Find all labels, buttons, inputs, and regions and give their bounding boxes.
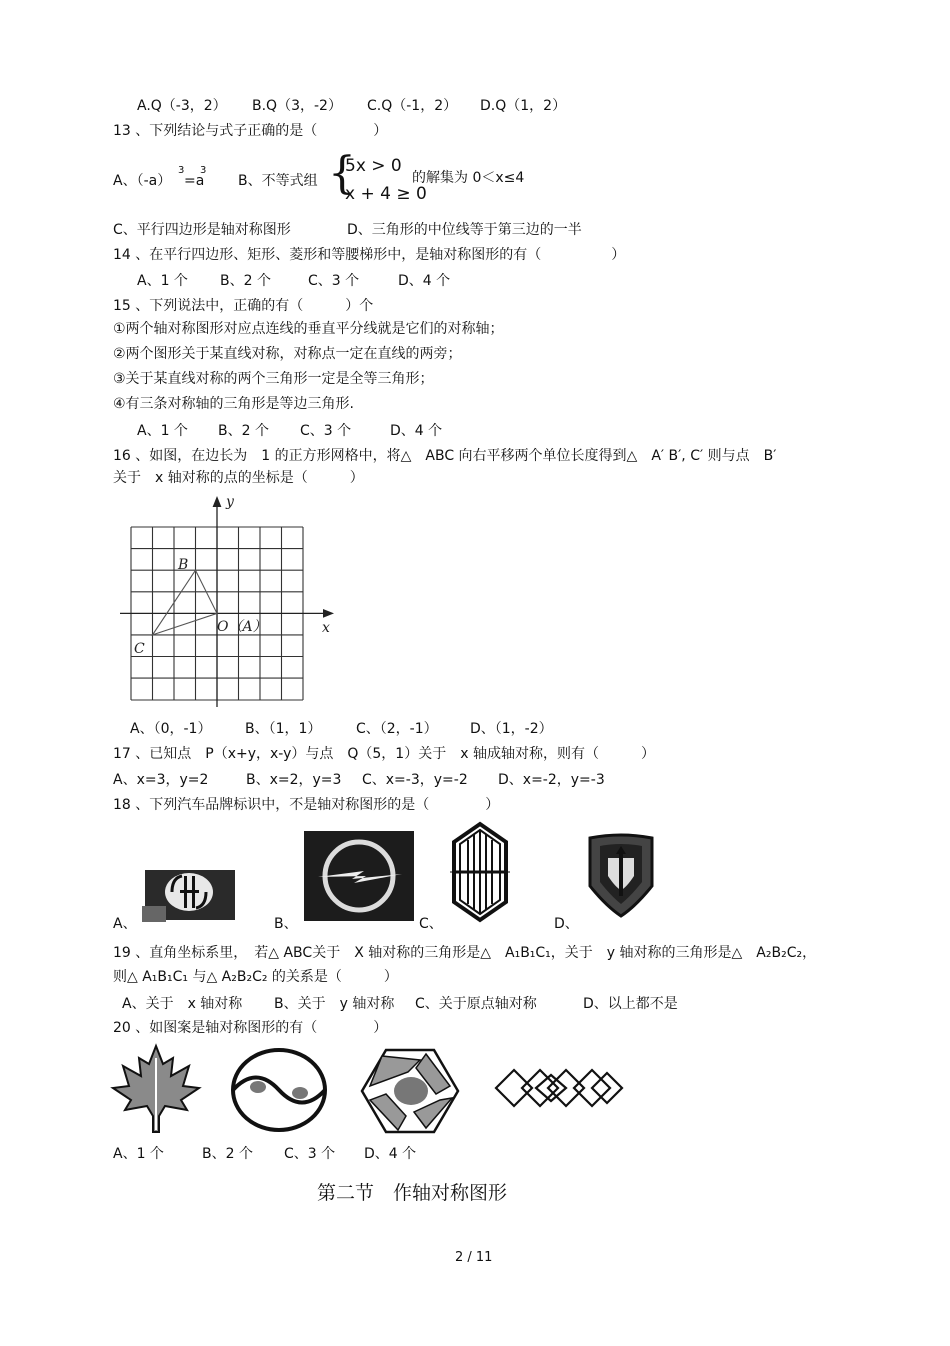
q19-option-d: D、以上都不是 (583, 996, 678, 1012)
q12-option-b: B.Q（3，-2） (252, 98, 342, 114)
q20-option-d: D、4 个 (364, 1146, 417, 1162)
q15-option-d: D、4 个 (390, 423, 443, 439)
q19-option-c: C、关于原点轴对称 (415, 996, 537, 1012)
q17-option-b: B、x=2，y=3 (246, 772, 342, 788)
q12-option-d: D.Q（1，2） (480, 98, 567, 114)
q17-option-c: C、x=-3，y=-2 (362, 772, 468, 788)
car-logo-c (450, 822, 510, 922)
point-c-label: C (134, 641, 145, 657)
q18-label-d: D、 (554, 916, 579, 932)
q14-option-c: C、3 个 (308, 273, 360, 289)
q12-option-a: A.Q（-3，2） (137, 98, 227, 114)
q15-statement-2: ②两个图形关于某直线对称，对称点一定在直线的两旁； (113, 346, 462, 362)
q14-option-d: D、4 个 (398, 273, 451, 289)
q15-statement-1: ①两个轴对称图形对应点连线的垂直平分线就是它们的对称轴； (113, 321, 504, 337)
q16-stem-line-2: 关于 x 轴对称的点的坐标是（ ） (113, 470, 364, 486)
inequality-brace: { (328, 148, 356, 199)
q15-option-a: A、1 个 (137, 423, 188, 439)
y-axis-arrow (213, 496, 222, 507)
q13-option-c: C、平行四边形是轴对称图形 (113, 222, 291, 238)
q18-label-c: C、 (419, 916, 443, 932)
q15-stem: 15 、下列说法中，正确的有（ ）个 (113, 298, 374, 314)
section-heading: 第二节 作轴对称图形 (317, 1182, 508, 1204)
q13-option-a: A、（-a） (113, 173, 172, 189)
car-logo-a (142, 862, 237, 922)
q14-option-b: B、2 个 (220, 273, 271, 289)
q20-option-b: B、2 个 (202, 1146, 253, 1162)
x-axis-arrow (323, 609, 334, 618)
inequality-line-1: 5x > 0 (345, 156, 402, 176)
q18-label-a: A、 (113, 916, 137, 932)
inequality-line-2: x + 4 ≥ 0 (345, 184, 427, 204)
page-number: 2 / 11 (455, 1250, 493, 1265)
q16-option-b: B、（1，1） (245, 721, 322, 737)
q16-stem-line-1: 16 、如图，在边长为 1 的正方形网格中，将△ ABC 向右平移两个单位长度得到△ A′ B′, C′ 则与点 B′ (113, 448, 777, 464)
q16-option-c: C、（2，-1） (356, 721, 438, 737)
car-logo-d (586, 832, 656, 918)
point-b-label: B (178, 557, 189, 573)
q20-option-a: A、1 个 (113, 1146, 164, 1162)
q14-option-a: A、1 个 (137, 273, 188, 289)
q20-option-c: C、3 个 (284, 1146, 336, 1162)
q15-option-b: B、2 个 (218, 423, 269, 439)
q13-option-a-exponent-2: 3 (200, 165, 207, 176)
knot-pattern (492, 1063, 626, 1113)
q16-option-d: D、（1，-2） (470, 721, 553, 737)
q13-option-a-eq: =a (184, 173, 205, 189)
maple-leaf-pattern (111, 1044, 201, 1134)
q20-stem: 20 、如图案是轴对称图形的有（ ） (113, 1020, 388, 1036)
hexagon-pattern (360, 1046, 460, 1136)
q19-line-1: 19 、直角坐标系里， 若△ ABC关于 X 轴对称的三角形是△ A₁B₁C₁，关于 y 轴对称的三角形是△ A₂B₂C₂， (113, 945, 817, 961)
q17-option-a: A、x=3，y=2 (113, 772, 209, 788)
axis-x-label: x (322, 620, 330, 636)
q15-option-c: C、3 个 (300, 423, 352, 439)
q17-stem: 17 、已知点 P（x+y，x-y）与点 Q（5，1）关于 x 轴成轴对称，则有（ ） (113, 746, 655, 762)
q19-option-b: B、关于 y 轴对称 (274, 996, 395, 1012)
q13-option-b: B、不等式组 (238, 173, 318, 189)
car-logo-b (304, 831, 414, 921)
point-o-a-label: O（A） (217, 619, 267, 635)
q12-option-c: C.Q（-1，2） (367, 98, 458, 114)
triangle-abc (153, 570, 218, 635)
q19-option-a: A、关于 x 轴对称 (122, 996, 243, 1012)
q16-option-a: A、（0，-1） (130, 721, 212, 737)
q13-stem: 13 、下列结论与式子正确的是（ ） (113, 123, 388, 139)
q18-label-b: B、 (274, 916, 298, 932)
q19-line-2: 则△ A₁B₁C₁ 与△ A₂B₂C₂ 的关系是（ ） (113, 969, 398, 985)
q17-option-d: D、x=-2，y=-3 (498, 772, 605, 788)
axis-y-label: y (226, 494, 234, 510)
q16-grid-figure (110, 492, 350, 712)
q13-option-d: D、三角形的中位线等于第三边的一半 (347, 222, 582, 238)
q15-statement-3: ③关于某直线对称的两个三角形一定是全等三角形； (113, 371, 434, 387)
q13-option-b-tail: 的解集为 0＜x≤4 (412, 170, 525, 186)
q14-stem: 14 、在平行四边形、矩形、菱形和等腰梯形中，是轴对称图形的有（ ） (113, 247, 626, 263)
q13-option-a-exponent: 3 (178, 165, 185, 176)
q15-statement-4: ④有三条对称轴的三角形是等边三角形. (113, 396, 354, 412)
q18-stem: 18 、下列汽车品牌标识中，不是轴对称图形的是（ ） (113, 797, 500, 813)
yin-yang-pattern (230, 1047, 328, 1133)
